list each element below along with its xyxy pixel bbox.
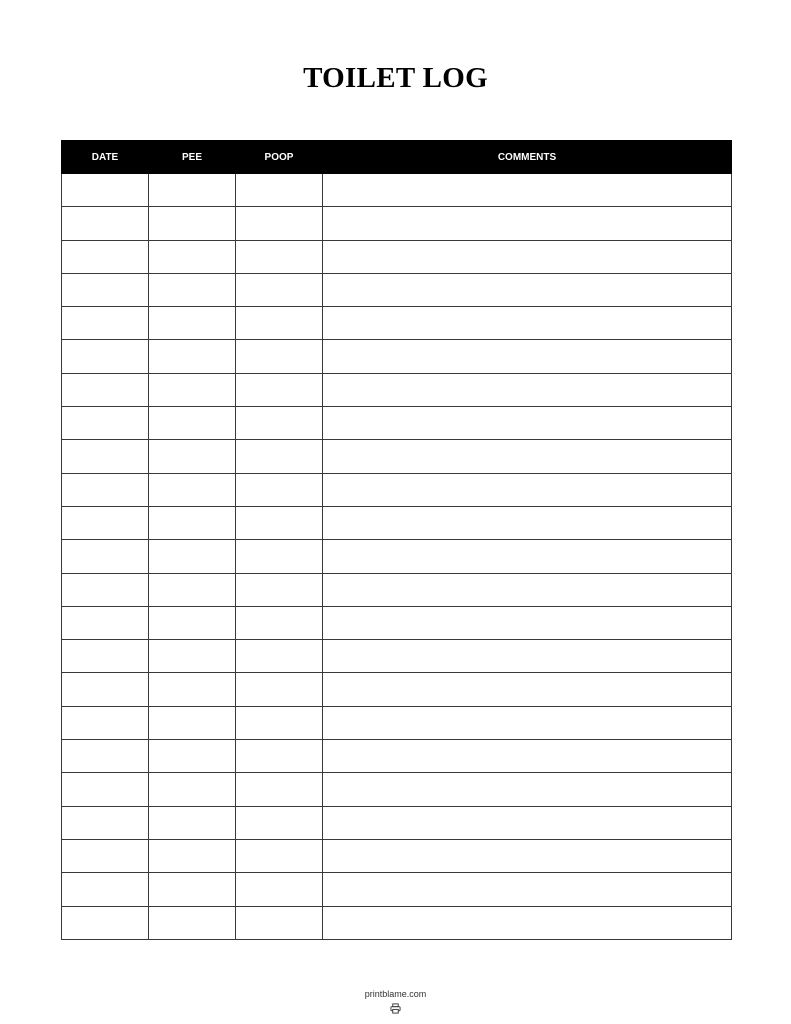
cell-date[interactable]	[62, 573, 149, 606]
cell-date[interactable]	[62, 207, 149, 240]
cell-poop[interactable]	[236, 906, 323, 939]
cell-pee[interactable]	[149, 673, 236, 706]
cell-comments[interactable]	[323, 174, 732, 207]
cell-poop[interactable]	[236, 506, 323, 539]
cell-date[interactable]	[62, 307, 149, 340]
column-header-pee: PEE	[149, 141, 236, 174]
cell-poop[interactable]	[236, 873, 323, 906]
cell-pee[interactable]	[149, 373, 236, 406]
cell-comments[interactable]	[323, 706, 732, 739]
cell-poop[interactable]	[236, 540, 323, 573]
cell-pee[interactable]	[149, 540, 236, 573]
cell-date[interactable]	[62, 839, 149, 872]
cell-comments[interactable]	[323, 640, 732, 673]
table-row	[62, 473, 732, 506]
cell-date[interactable]	[62, 906, 149, 939]
cell-comments[interactable]	[323, 340, 732, 373]
table-row	[62, 440, 732, 473]
footer-website: printblame.com	[364, 989, 427, 999]
toilet-log-table	[61, 140, 732, 940]
cell-comments[interactable]	[323, 773, 732, 806]
cell-poop[interactable]	[236, 207, 323, 240]
cell-comments[interactable]	[323, 307, 732, 340]
table-row	[62, 839, 732, 872]
table-row	[62, 407, 732, 440]
cell-date[interactable]	[62, 240, 149, 273]
cell-poop[interactable]	[236, 307, 323, 340]
cell-date[interactable]	[62, 407, 149, 440]
column-header-date: DATE	[62, 141, 149, 174]
cell-date[interactable]	[62, 373, 149, 406]
cell-pee[interactable]	[149, 307, 236, 340]
table-row	[62, 673, 732, 706]
cell-poop[interactable]	[236, 806, 323, 839]
cell-pee[interactable]	[149, 839, 236, 872]
table-row	[62, 506, 732, 539]
table-row	[62, 740, 732, 773]
cell-pee[interactable]	[149, 873, 236, 906]
cell-poop[interactable]	[236, 240, 323, 273]
cell-comments[interactable]	[323, 839, 732, 872]
cell-poop[interactable]	[236, 640, 323, 673]
table-row	[62, 773, 732, 806]
cell-date[interactable]	[62, 540, 149, 573]
cell-date[interactable]	[62, 706, 149, 739]
cell-comments[interactable]	[323, 373, 732, 406]
cell-comments[interactable]	[323, 407, 732, 440]
cell-pee[interactable]	[149, 407, 236, 440]
cell-pee[interactable]	[149, 506, 236, 539]
cell-poop[interactable]	[236, 839, 323, 872]
table-row	[62, 873, 732, 906]
cell-pee[interactable]	[149, 806, 236, 839]
cell-comments[interactable]	[323, 240, 732, 273]
cell-comments[interactable]	[323, 673, 732, 706]
table-header-row	[62, 141, 732, 174]
page-title: TOILET LOG	[303, 62, 488, 94]
cell-pee[interactable]	[149, 473, 236, 506]
table-row	[62, 573, 732, 606]
cell-poop[interactable]	[236, 440, 323, 473]
cell-pee[interactable]	[149, 174, 236, 207]
cell-comments[interactable]	[323, 273, 732, 306]
cell-pee[interactable]	[149, 706, 236, 739]
cell-date[interactable]	[62, 806, 149, 839]
table-row	[62, 706, 732, 739]
table-row	[62, 273, 732, 306]
cell-date[interactable]	[62, 340, 149, 373]
cell-pee[interactable]	[149, 440, 236, 473]
table-row	[62, 540, 732, 573]
table-row	[62, 906, 732, 939]
cell-poop[interactable]	[236, 273, 323, 306]
cell-poop[interactable]	[236, 606, 323, 639]
cell-comments[interactable]	[323, 540, 732, 573]
cell-date[interactable]	[62, 506, 149, 539]
cell-pee[interactable]	[149, 740, 236, 773]
cell-date[interactable]	[62, 473, 149, 506]
cell-poop[interactable]	[236, 673, 323, 706]
cell-date[interactable]	[62, 273, 149, 306]
cell-poop[interactable]	[236, 407, 323, 440]
cell-date[interactable]	[62, 773, 149, 806]
cell-pee[interactable]	[149, 773, 236, 806]
table-row	[62, 307, 732, 340]
cell-pee[interactable]	[149, 573, 236, 606]
table-row	[62, 207, 732, 240]
cell-pee[interactable]	[149, 273, 236, 306]
cell-poop[interactable]	[236, 340, 323, 373]
cell-poop[interactable]	[236, 773, 323, 806]
table-row	[62, 174, 732, 207]
cell-pee[interactable]	[149, 207, 236, 240]
column-header-poop: POOP	[236, 141, 323, 174]
cell-comments[interactable]	[323, 440, 732, 473]
cell-pee[interactable]	[149, 240, 236, 273]
cell-date[interactable]	[62, 440, 149, 473]
cell-comments[interactable]	[323, 873, 732, 906]
cell-comments[interactable]	[323, 473, 732, 506]
cell-poop[interactable]	[236, 573, 323, 606]
cell-pee[interactable]	[149, 340, 236, 373]
table-row	[62, 606, 732, 639]
cell-comments[interactable]	[323, 207, 732, 240]
cell-poop[interactable]	[236, 373, 323, 406]
cell-date[interactable]	[62, 740, 149, 773]
cell-pee[interactable]	[149, 906, 236, 939]
cell-comments[interactable]	[323, 806, 732, 839]
table-body	[62, 174, 732, 940]
cell-date[interactable]	[62, 174, 149, 207]
cell-poop[interactable]	[236, 706, 323, 739]
column-header-comments: COMMENTS	[323, 141, 732, 174]
cell-poop[interactable]	[236, 174, 323, 207]
table-row	[62, 806, 732, 839]
table-row	[62, 373, 732, 406]
cell-comments[interactable]	[323, 606, 732, 639]
table-row	[62, 340, 732, 373]
cell-poop[interactable]	[236, 473, 323, 506]
cell-pee[interactable]	[149, 606, 236, 639]
table-row	[62, 240, 732, 273]
cell-date[interactable]	[62, 606, 149, 639]
cell-poop[interactable]	[236, 740, 323, 773]
cell-date[interactable]	[62, 673, 149, 706]
cell-comments[interactable]	[323, 906, 732, 939]
cell-date[interactable]	[62, 640, 149, 673]
cell-comments[interactable]	[323, 740, 732, 773]
cell-comments[interactable]	[323, 506, 732, 539]
table-row	[62, 640, 732, 673]
cell-comments[interactable]	[323, 573, 732, 606]
cell-pee[interactable]	[149, 640, 236, 673]
cell-date[interactable]	[62, 873, 149, 906]
printer-icon	[390, 1003, 401, 1014]
